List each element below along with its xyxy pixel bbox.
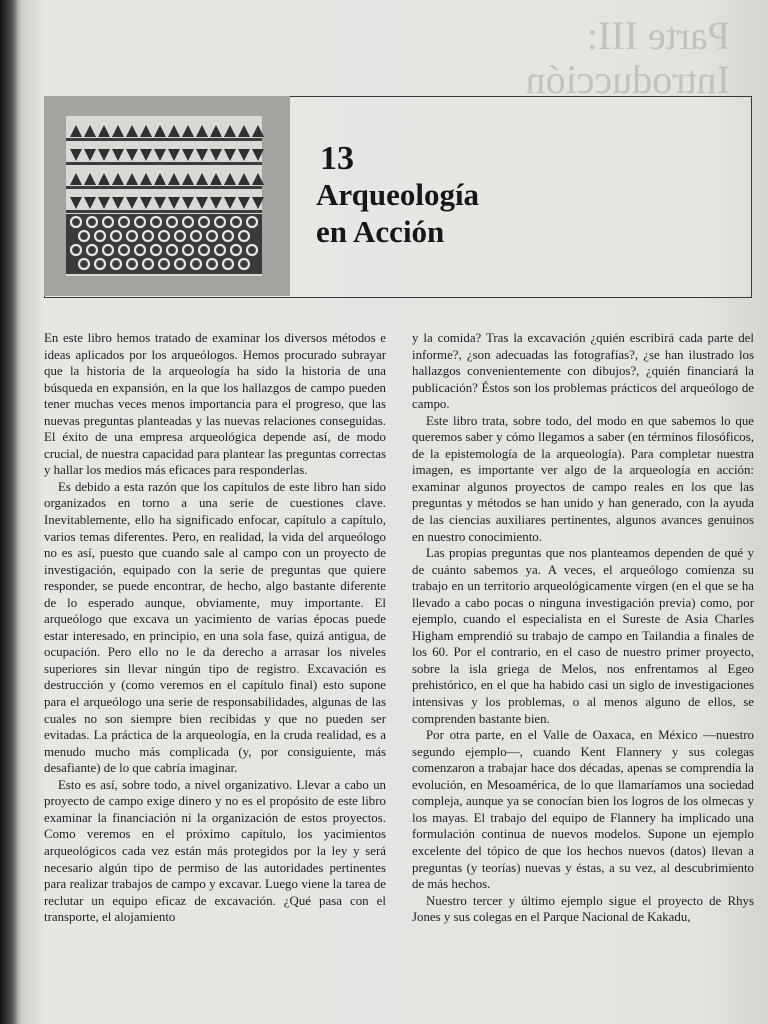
- paragraph: y la comida? Tras la excavación ¿quién escribirá cada parte del informe?, ¿son adecuadas las fotografías?, ¿se han ilustrado los hallazgos convenientemente con dibujos?, ¿quién financiará la publicación? Éstos son los problemas prácticos del arqueólogo de campo.: [412, 331, 754, 412]
- textile-pattern-image: [44, 96, 290, 296]
- paragraph: Las propias preguntas que nos planteamos dependen de qué y de cuánto sabemos ya. A veces, el arqueólogo comienza su trabajo en un territorio arqueológicamente virgen (en el que se ha llevado a cabo pocas o ninguna investigación previa) como, por ejemplo, cuando el especialista en el Sureste de Asia Charles Higham emprendió su trabajo de campo en Tailandia a finales de los 60. Por el contrario, en el caso de nuestro primer proyecto, sobre la isla griega de Melos, nos enfrentamos al Egeo prehistórico, en el que ha habido casi un siglo de investigaciones intensivas y los problemas, o al menos alguno de ellos, se comprenden bastante bien.: [412, 546, 754, 726]
- textile-stripe: [66, 186, 262, 189]
- paragraph: Es debido a esta razón que los capítulos de este libro han sido organizados en torno a una serie de cuestiones clave. Inevitablemente, ello ha significado enfocar, capítulo a capítulo, varios temas diferentes. Pero, en realidad, la vida del arqueólogo no es así, puesto que cuando sale al campo con un proyecto de investigación, equipado con la serie de preguntas que quiere responder, se puede encontrar, de hecho, algo bastante diferente de lo esperado aunque, obviamente, muy importante. El arqueólogo que excava un yacimiento de varias épocas puede estar interesado, en principio, en una sola fase, quizá antigua, de ocupación. Pero ello no le da derecho a arrasar los niveles superiores sin llevar ningún tipo de registro. Excavación es destrucción y (como veremos en el capítulo final) esto supone para el arqueólogo una serie de responsabilidades, algunas de las cuales no son siempre bien recibidas y que no pueden ser evitadas. La práctica de la arqueología, en la cruda realidad, es a menudo mucho más complicada (y, por consiguiente, más desafiante) de lo que cabría imaginar.: [44, 479, 386, 776]
- chapter-title: [316, 176, 576, 250]
- textile-photo: [44, 96, 290, 296]
- book-spine-shadow: [0, 0, 18, 1024]
- bleed-through-heading: [490, 14, 730, 102]
- chapter-number: 13: [320, 140, 354, 177]
- textile-stripe: [66, 210, 262, 213]
- chapter-title-line-1: Arqueología: [316, 177, 480, 212]
- bleed-through-line-1: Parte III:: [586, 13, 730, 58]
- bleed-through-line-2: Introducción: [525, 57, 730, 102]
- right-text-column: [412, 330, 754, 926]
- textile-stripe: [66, 162, 262, 165]
- paragraph: Este libro trata, sobre todo, del modo en que sabemos lo que queremos saber y cómo llegamos a saber (en términos filosóficos, de la epistemología de la arqueología). Para completar nuestra imagen, es importante ver algo de la arqueología en acción: examinar algunos proyectos de campo reales en los que las preguntas y métodos se han unido y han generado, con la ayuda de las ciencias auxiliares pertinentes, algunos avances genuinos en nuestro conocimiento.: [412, 413, 754, 544]
- textile-stripe: [66, 138, 262, 141]
- left-text-column: [44, 330, 386, 926]
- paragraph: Nuestro tercer y último ejemplo sigue el proyecto de Rhys Jones y sus colegas en el Parque Nacional de Kakadu,: [412, 893, 754, 925]
- paragraph: Esto es así, sobre todo, a nivel organizativo. Llevar a cabo un proyecto de campo exige dinero y no es el propósito de este libro examinar la financiación ni la organización de estos proyectos. Como veremos en el próximo capítulo, los yacimientos arqueológicos cada vez están más protegidos por la ley y será necesario algún tipo de permiso de las autoridades pertinentes para realizar trabajos de campo y excavar. Luego viene la tarea de reclutar un equipo eficaz de excavación. ¿Qué pasa con el transporte, el alojamiento: [44, 777, 386, 925]
- paragraph: Por otra parte, en el Valle de Oaxaca, en México —nuestro segundo ejemplo—, cuando Kent Flannery y sus colegas comenzaron a trabajar hace dos décadas, apenas se comprendía la evolución, en Mesoamérica, de lo que llamaríamos una sociedad compleja, aunque ya se conocían bien los logros de los olmecas y los mayas. El trabajo del equipo de Flannery ha implicado una formulación continua de nuevos modelos. Supone un ejemplo excelente del tópico de que los hechos nuevos (datos) llevan a preguntas (y teorías) nuevas y éstas, a su vez, al descubrimiento de más hechos.: [412, 728, 754, 892]
- paragraph: En este libro hemos tratado de examinar los diversos métodos e ideas aplicados por los arqueólogos. Hemos procurado subrayar que la historia de la arqueología ha sido la historia de una búsqueda en expansión, en la que los hallazgos de campo pueden tener muchas veces menos importancia para el progreso, que las nuevas preguntas planteadas y las nuevas relaciones conseguidas. El éxito de una empresa arqueológica depende así, de modo crucial, de nuestra capacidad para plantear las preguntas correctas y hallar los medios más eficaces para responderlas.: [44, 331, 386, 478]
- chapter-title-line-2: en Acción: [316, 214, 445, 249]
